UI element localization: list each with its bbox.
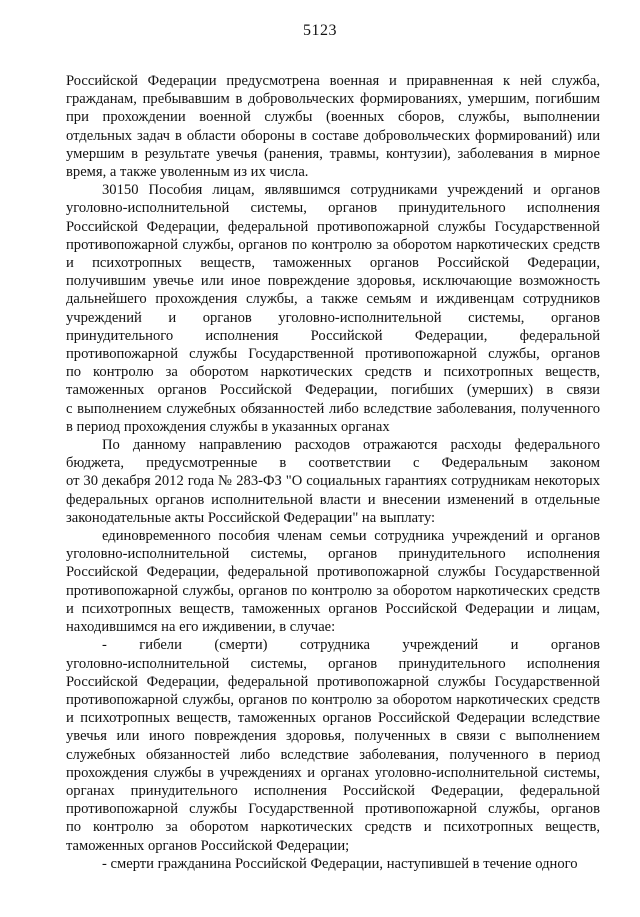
paragraph-line: дальнейшего прохождения службы, а также семьям и иждивенцам сотрудников xyxy=(66,291,600,308)
paragraph-line: гражданам, пребывавшим в добровольческих формированиях, умершим, погибшим xyxy=(66,91,600,108)
paragraph xyxy=(66,72,600,181)
paragraph xyxy=(66,636,600,854)
paragraph-line: противопожарной службы Государственной противопожарной службы, органов xyxy=(66,801,600,818)
paragraph-line: органах принудительного исполнения Российской Федерации, федеральной xyxy=(66,782,600,799)
paragraph-line: Российской Федерации, федеральной противопожарной службы Государственной xyxy=(66,673,600,690)
paragraph-line: законодательные акты Российской Федерации" на выплату: xyxy=(66,509,436,526)
paragraph-line: с выполнением служебных обязанностей либо вследствие заболевания, полученного xyxy=(66,400,600,417)
paragraph-line: По данному направлению расходов отражаются расходы федерального xyxy=(102,437,600,454)
paragraph-line: таможенных органов Российской Федерации, погибших (умерших) в связи xyxy=(66,382,600,399)
paragraph-line: уголовно-исполнительной системы, органов принудительного исполнения xyxy=(66,546,600,563)
paragraph-line: получившим увечье или иное повреждение здоровья, исключающие возможность xyxy=(66,273,600,290)
paragraph-line: Российской Федерации, федеральной противопожарной службы Государственной xyxy=(66,218,600,235)
paragraph-line: Российской Федерации предусмотрена военная и приравненная к ней служба, xyxy=(66,73,600,89)
paragraph-line: противопожарной службы, органов по контролю за оборотом наркотических средств xyxy=(66,236,600,253)
paragraph-line: уголовно-исполнительной системы, органов принудительного исполнения xyxy=(66,655,600,672)
paragraph-line: служебных обязанностей либо вследствие заболевания, полученного в период xyxy=(66,746,600,763)
paragraph xyxy=(66,855,600,873)
paragraph-line: таможенных органов Российской Федерации; xyxy=(66,837,350,854)
paragraph-line: единовременного пособия членам семьи сотрудника учреждений и органов xyxy=(102,528,600,545)
paragraph xyxy=(66,436,600,527)
paragraph-line: федеральных органов исполнительной власти и внесении изменений в отдельные xyxy=(66,491,600,508)
paragraph-line: противопожарной службы, органов по контролю за оборотом наркотических средств xyxy=(66,691,600,708)
paragraph-line: и психотропных веществ, таможенных органов Российской Федерации вследствие xyxy=(66,710,600,727)
paragraph-line: время, а также уволенным из их числа. xyxy=(66,164,309,181)
paragraph-line: противопожарной службы Государственной противопожарной службы, органов xyxy=(66,346,600,363)
paragraph-line: - смерти гражданина Российской Федерации, наступившей в течение одного xyxy=(102,855,578,872)
paragraph-line: отдельных задач в области обороны в составе добровольческих формирований) или xyxy=(66,127,600,144)
paragraph xyxy=(66,527,600,636)
paragraph-line: увечья или иного повреждения здоровья, полученных в связи с выполнением xyxy=(66,728,600,745)
paragraph-line: противопожарной службы, органов по контролю за оборотом наркотических средств xyxy=(66,582,600,599)
paragraph-line: и психотропных веществ, таможенных органов Российской Федерации, xyxy=(66,255,600,272)
paragraph-line: по контролю за оборотом наркотических средств и психотропных веществ, xyxy=(66,819,600,836)
paragraph-line: при прохождении военной службы (военных сборов, службы, выполнении xyxy=(66,109,600,126)
paragraph-line: уголовно-исполнительной системы, органов принудительного исполнения xyxy=(66,200,600,217)
paragraph-line: - гибели (смерти) сотрудника учреждений и органов xyxy=(102,637,600,654)
paragraph-line: учреждений и органов уголовно-исполнительной системы, органов xyxy=(66,309,600,326)
paragraph-line: принудительного исполнения Российской Федерации, федеральной xyxy=(66,327,600,344)
paragraph xyxy=(66,181,600,436)
paragraph-line: 30150 Пособия лицам, являвшимся сотрудниками учреждений и органов xyxy=(102,182,600,199)
document-body xyxy=(66,72,600,873)
paragraph-line: умершим в результате увечья (ранения, травмы, контузии), заболевания в мирное xyxy=(66,145,600,162)
paragraph-line: Российской Федерации, федеральной противопожарной службы Государственной xyxy=(66,564,600,581)
page-number: 5123 xyxy=(303,22,337,39)
paragraph-line: и психотропных веществ, таможенных органов Российской Федерации и лицам, xyxy=(66,600,600,617)
paragraph-line: бюджета, предусмотренные в соответствии с Федеральным законом xyxy=(66,455,600,472)
paragraph-line: от 30 декабря 2012 года № 283-ФЗ "О социальных гарантиях сотрудникам некоторых xyxy=(66,473,600,490)
paragraph-line: в период прохождения службы в указанных органах xyxy=(66,418,390,435)
paragraph-line: находившимся на его иждивении, в случае: xyxy=(66,619,336,636)
paragraph-line: прохождения службы в учреждениях и органах уголовно-исполнительной системы, xyxy=(66,764,600,781)
paragraph-line: по контролю за оборотом наркотических средств и психотропных веществ, xyxy=(66,364,600,381)
